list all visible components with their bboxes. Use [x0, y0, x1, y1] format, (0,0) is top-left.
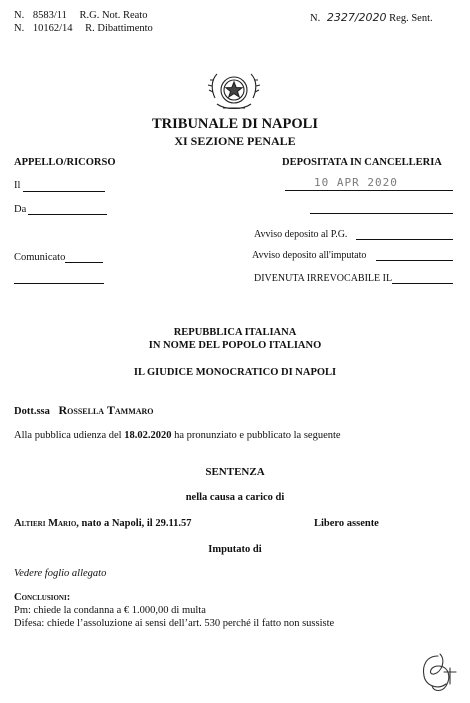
- sentence-number-label: N.: [310, 13, 321, 24]
- rg-number-label: N.: [14, 10, 25, 21]
- avviso-pg-label: Avviso deposito al P.G.: [254, 229, 348, 240]
- sentence-number: [310, 11, 433, 24]
- court-name: TRIBUNALE DI NAPOLI: [152, 116, 318, 132]
- rg-number-value: 8583/11: [32, 10, 67, 21]
- da-field-line: [28, 214, 107, 215]
- conclusions-difesa: Difesa: chiede l’assoluzione ai sensi dell’art. 530 perché il fatto non sussiste: [14, 618, 335, 629]
- defendant-line: [14, 518, 192, 529]
- appeal-label: APPELLO/RICORSO: [14, 157, 116, 168]
- judge-name: Rossella Tammaro: [58, 403, 154, 417]
- people-heading: IN NOME DEL POPOLO ITALIANO: [148, 340, 322, 351]
- italian-republic-emblem-icon: [205, 68, 263, 116]
- signature-initials-icon: [416, 650, 462, 696]
- hearing-suffix: ha pronunziato e pubblicato la seguente: [174, 430, 341, 441]
- irrevocabile-field-line: [392, 283, 453, 284]
- judge-title: Dott.ssa: [14, 406, 50, 417]
- dib-number: [14, 23, 153, 34]
- dib-number-value: 10162/14: [32, 23, 73, 34]
- da-label: Da: [14, 204, 27, 215]
- republic-heading: REPUBBLICA ITALIANA: [173, 327, 297, 338]
- deposit-field-line: [285, 190, 453, 191]
- avviso-imputato-label: Avviso deposito all'imputato: [252, 250, 367, 261]
- avviso-pg-field-line: [356, 239, 453, 240]
- judge-heading: IL GIUDICE MONOCRATICO DI NAPOLI: [133, 367, 337, 378]
- irrevocabile-label: DIVENUTA IRREVOCABILE IL: [254, 273, 393, 284]
- dib-number-suffix: R. Dibattimento: [85, 23, 153, 34]
- deposit-label: DEPOSITATA IN CANCELLERIA: [282, 157, 442, 168]
- deposit-field-line-2: [310, 213, 453, 214]
- sentence-number-suffix: Reg. Sent.: [389, 13, 433, 24]
- sentence-subtitle: nella causa a carico di: [185, 492, 285, 503]
- defendant-details: , nato a Napoli, il 29.11.57: [76, 518, 192, 529]
- charges-label: Imputato di: [208, 544, 262, 555]
- sentence-number-value: 2327/2020: [326, 11, 387, 24]
- hearing-date: 18.02.2020: [124, 430, 172, 441]
- sentence-title: SENTENZA: [205, 466, 265, 478]
- hearing-prefix: Alla pubblica udienza del: [14, 430, 122, 441]
- rg-number: [14, 10, 147, 21]
- judge-line: [14, 403, 154, 418]
- comunicato-field-line: [65, 262, 103, 263]
- hearing-line: [14, 430, 341, 441]
- conclusions-pm: Pm: chiede la condanna a € 1.000,00 di multa: [14, 605, 206, 616]
- comunicato-label: Comunicato: [14, 252, 66, 263]
- avviso-imputato-field-line: [376, 260, 453, 261]
- dib-number-label: N.: [14, 23, 25, 34]
- extra-field-line: [14, 283, 104, 284]
- rg-number-suffix: R.G. Not. Reato: [79, 10, 148, 21]
- court-section: XI SEZIONE PENALE: [174, 134, 296, 148]
- deposit-date-stamp: 10 APR 2020: [314, 176, 398, 189]
- defendant-name: Altieri Mario: [14, 518, 77, 529]
- charges-note: Vedere foglio allegato: [14, 568, 107, 579]
- conclusions-label: Conclusioni:: [14, 592, 71, 603]
- il-label: Il: [14, 180, 21, 191]
- defendant-status: Libero assente: [314, 518, 379, 529]
- il-field-line: [23, 191, 105, 192]
